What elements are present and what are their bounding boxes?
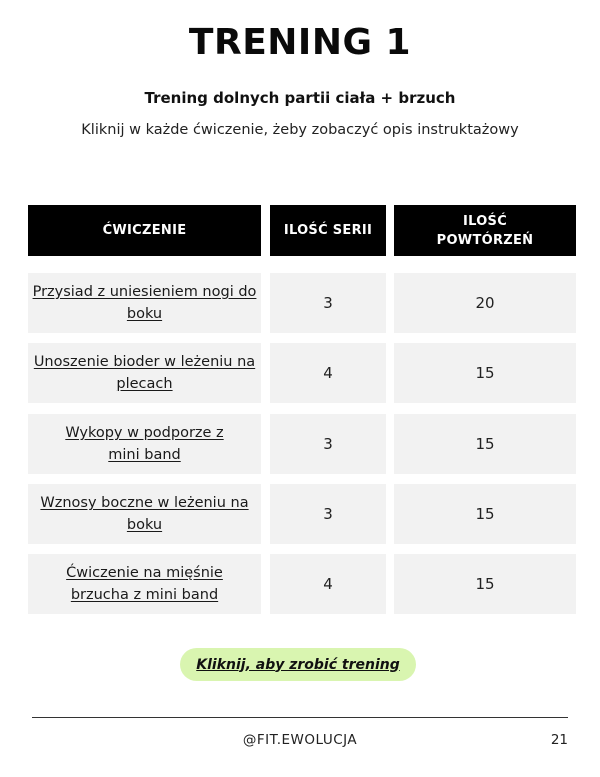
instruction-text: Kliknij w każde ćwiczenie, żeby zobaczyć opis instruktażowy: [81, 122, 519, 138]
table-row-reps: 20: [394, 273, 576, 333]
exercise-link[interactable]: Przysiad z uniesieniem nogi do boku: [32, 284, 257, 322]
exercise-link[interactable]: Unoszenie bioder w leżeniu na plecach: [33, 354, 256, 392]
footer-divider: [32, 717, 568, 718]
table-row-exercise: [28, 414, 261, 474]
column-header-reps: [394, 205, 576, 256]
table-row-sets: 4: [270, 343, 386, 403]
exercise-link[interactable]: Wznosy boczne w leżeniu na boku: [40, 495, 249, 533]
footer-handle: @FIT.EWOLUCJA: [242, 732, 358, 748]
page-subtitle: Trening dolnych partii ciała + brzuch: [144, 89, 456, 107]
table-row-sets: 3: [270, 414, 386, 474]
column-header-sets: ILOŚĆ SERII: [270, 205, 386, 256]
page-title: TRENING 1: [188, 22, 412, 63]
table-row-reps: 15: [394, 343, 576, 403]
table-row-exercise: [28, 343, 261, 403]
start-workout-button[interactable]: Kliknij, aby zrobić trening: [180, 648, 416, 681]
table-row-sets: 4: [270, 554, 386, 614]
table-row-sets: 3: [270, 273, 386, 333]
table-row-reps: 15: [394, 484, 576, 544]
table-row-reps: 15: [394, 554, 576, 614]
column-header-reps-label: ILOŚĆ POWTÓRZEŃ: [436, 213, 534, 248]
exercise-link[interactable]: Wykopy w podporze z mini band: [65, 425, 224, 463]
table-row-exercise: [28, 554, 261, 614]
exercise-link[interactable]: Ćwiczenie na mięśnie brzucha z mini band: [66, 565, 223, 603]
table-row-reps: 15: [394, 414, 576, 474]
table-row-exercise: [28, 484, 261, 544]
table-row-sets: 3: [270, 484, 386, 544]
table-row-exercise: [28, 273, 261, 333]
page-number: 21: [550, 732, 568, 748]
column-header-exercise: ĆWICZENIE: [28, 205, 261, 256]
